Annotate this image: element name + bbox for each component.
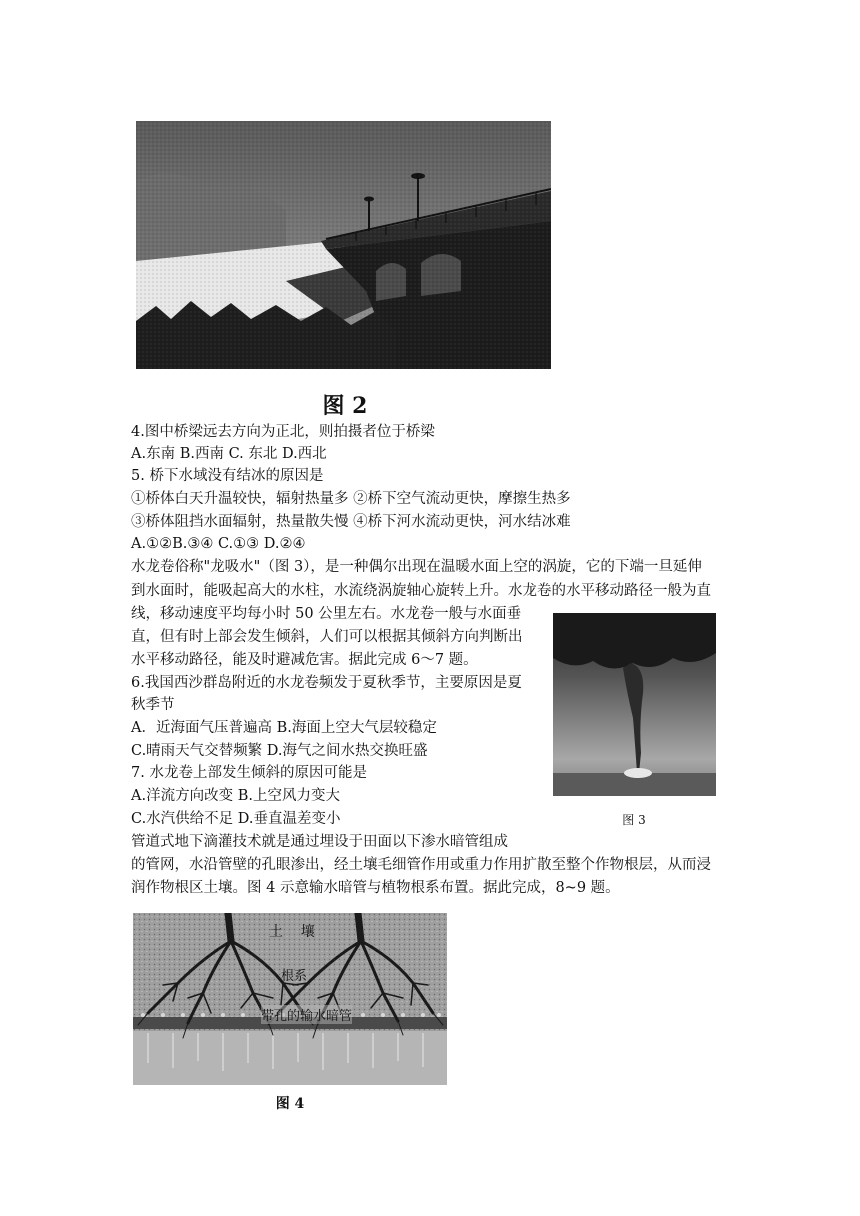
q5-item-1: ①桥体白天升温较快，辐射热量多 ②桥下空气流动更快，摩擦生热多 — [131, 491, 571, 507]
q4-options: A.东南 B.西南 C. 东北 D.西北 — [131, 446, 327, 462]
passage-6-7-line-2: 到水面时，能吸起高大的水柱，水流绕涡旋轴心旋转上升。水龙卷的水平移动路径一般为直 — [131, 583, 711, 599]
passage-6-7-line-3: 线，移动速度平均每小时 50 公里左右。水龙卷一般与水面垂 — [131, 606, 522, 622]
figure-4-irrigation-diagram — [133, 913, 447, 1085]
figure-3-caption: 图 3 — [622, 813, 646, 827]
q5-options: A.①②B.③④ C.①③ D.②④ — [131, 536, 306, 552]
label-soil: 土 壤 — [269, 924, 315, 940]
passage-8-9-line-3: 润作物根区土壤。图 4 示意输水暗管与植物根系布置。据此完成，8~9 题。 — [131, 880, 620, 896]
passage-8-9-line-1: 管道式地下滴灌技术就是通过埋设于田面以下渗水暗管组成 — [131, 834, 508, 850]
figure-3-waterspout-photo — [553, 613, 716, 796]
passage-6-7-line-1: 水龙卷俗称"龙吸水"（图 3），是一种偶尔出现在温暖水面上空的涡旋，它的下端一旦延伸 — [131, 559, 702, 575]
q6-options-2: C.晴雨天气交替频繁 D.海气之间水热交换旺盛 — [131, 743, 428, 759]
passage-6-7-line-4: 直，但有时上部会发生倾斜，人们可以根据其倾斜方向判断出 — [131, 629, 523, 645]
q7-options-2: C.水汽供给不足 D.垂直温差变小 — [131, 811, 341, 827]
q5-item-2: ③桥体阻挡水面辐射，热量散失慢 ④桥下河水流动更快，河水结冰难 — [131, 514, 571, 530]
label-irrigation-pipe: 带孔的输水暗管 — [261, 1005, 352, 1024]
q6-stem-1: 6.我国西沙群岛附近的水龙卷频发于夏秋季节，主要原因是夏 — [131, 675, 522, 691]
figure-2-caption: 图 2 — [322, 393, 368, 419]
figure-4-caption: 图 4 — [275, 1096, 305, 1112]
q7-stem: 7. 水龙卷上部发生倾斜的原因可能是 — [131, 765, 367, 781]
figure-2-bridge-photo — [136, 121, 551, 369]
q5-stem: 5. 桥下水域没有结冰的原因是 — [131, 468, 324, 484]
label-root-system: 根系 — [281, 969, 308, 984]
q7-options-1: A.洋流方向改变 B.上空风力变大 — [131, 788, 340, 804]
q4-stem: 4.图中桥梁远去方向为正北，则拍摄者位于桥梁 — [131, 424, 435, 440]
passage-6-7-line-5: 水平移动路径，能及时避减危害。据此完成 6～7 题。 — [131, 652, 478, 668]
passage-8-9-line-2: 的管网，水沿管壁的孔眼渗出，经土壤毛细管作用或重力作用扩散至整个作物根层，从而浸 — [131, 857, 711, 873]
q6-stem-2: 秋季节 — [131, 697, 175, 713]
q6-options-1: A．近海面气压普遍高 B.海面上空大气层较稳定 — [131, 720, 437, 736]
